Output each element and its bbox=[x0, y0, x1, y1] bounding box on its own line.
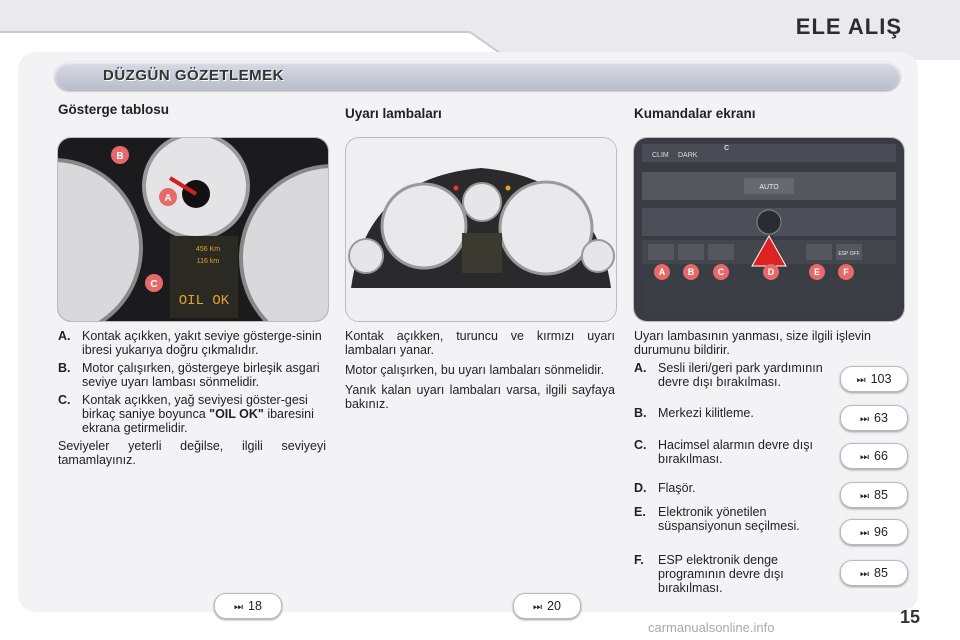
section-title-bar bbox=[55, 62, 900, 90]
photo-badge-e: E bbox=[813, 267, 821, 277]
col3-item-b: B. Merkezi kilitleme. bbox=[634, 406, 754, 420]
photo-badge-f: F bbox=[843, 267, 849, 277]
col1-footer: Seviyeler yeterli değilse, ilgili seviyeyi tamamlayınız. bbox=[58, 439, 326, 467]
photo-label-km1: 456 Km bbox=[195, 246, 221, 253]
page-ref-103[interactable]: ⏭ 103 bbox=[840, 366, 908, 392]
photo-label-auto: AUTO bbox=[759, 184, 779, 191]
col2-paragraph-2: Motor çalışırken, bu uyarı lambaları sönmelidir. bbox=[345, 363, 605, 377]
instrument-panel-photo bbox=[57, 137, 329, 322]
fast-forward-icon: ⏭ bbox=[533, 602, 543, 613]
photo-label-esp: ESP OFF bbox=[838, 251, 860, 257]
col2-paragraph-1: Kontak açıkken, turuncu ve kırmızı uyarı lambaları yanar. bbox=[345, 329, 615, 357]
fast-forward-icon: ⏭ bbox=[856, 375, 866, 386]
photo-badge-c: C bbox=[717, 267, 725, 277]
warning-lights-photo bbox=[345, 137, 617, 322]
photo-label-c-top: C bbox=[724, 145, 730, 152]
photo-badge-b: B bbox=[687, 267, 695, 277]
col3-item-a: A. Sesli ileri/geri park yardımının devre dışı bırakılması. bbox=[634, 361, 823, 389]
col1-item-c: C. Kontak açıkken, yağ seviyesi göster-gesi birkaç saniye boyunca "OIL OK" ibaresini ekrana getirmelidir. bbox=[58, 393, 314, 435]
fast-forward-icon: ⏭ bbox=[860, 569, 870, 580]
fast-forward-icon: ⏭ bbox=[860, 452, 870, 463]
fast-forward-icon: ⏭ bbox=[860, 528, 870, 539]
col3-item-d: D. Flaşör. bbox=[634, 481, 696, 495]
col1-item-b: B. Motor çalışırken, göstergeye birleşik asgari seviye uyarı lambası sönmelidir. bbox=[58, 361, 320, 389]
page-ref-85-a[interactable]: ⏭ 85 bbox=[840, 482, 908, 508]
photo-label-oil: OIL OK bbox=[178, 293, 230, 309]
col1-item-a: A. Kontak açıkken, yakıt seviye gösterge-sinin ibresi yukarıya doğru çıkmalıdır. bbox=[58, 329, 322, 357]
controls-display-photo bbox=[633, 137, 905, 322]
page-ref-96[interactable]: ⏭ 96 bbox=[840, 519, 908, 545]
col3-item-e: E. Elektronik yönetilen süspansiyonun seçilmesi. bbox=[634, 505, 800, 533]
col3-intro: Uyarı lambasının yanması, size ilgili işlevin durumunu bildirir. bbox=[634, 329, 871, 357]
fast-forward-icon: ⏭ bbox=[234, 602, 244, 613]
photo-badge-c: C bbox=[150, 279, 158, 290]
fast-forward-icon: ⏭ bbox=[860, 491, 870, 502]
photo-label-clim: CLIM bbox=[652, 152, 669, 159]
section-title: DÜZGÜN GÖZETLEMEK bbox=[103, 67, 284, 84]
col3-item-f: F. ESP elektronik denge programının devre dışı bırakılması. bbox=[634, 553, 784, 595]
col1-title: Gösterge tablosu bbox=[58, 102, 170, 117]
photo-badge-b: B bbox=[116, 151, 124, 162]
photo-badge-a: A bbox=[164, 193, 172, 204]
photo-badge-d: D bbox=[767, 267, 775, 277]
watermark: carmanualsonline.info bbox=[648, 620, 775, 635]
page-number: 15 bbox=[899, 607, 920, 627]
page-ref-85-b[interactable]: ⏭ 85 bbox=[840, 560, 908, 586]
page-ref-66[interactable]: ⏭ 66 bbox=[840, 443, 908, 469]
col3-title: Kumandalar ekranı bbox=[634, 106, 756, 121]
col3-item-c: C. Hacimsel alarmın devre dışı bırakılması. bbox=[634, 438, 813, 466]
photo-label-dark: DARK bbox=[678, 152, 698, 159]
col2-paragraph-3: Yanık kalan uyarı lambaları varsa, ilgili sayfaya bakınız. bbox=[345, 383, 615, 411]
col2-title: Uyarı lambaları bbox=[345, 106, 442, 121]
page-ref-63[interactable]: ⏭ 63 bbox=[840, 405, 908, 431]
photo-label-km2: 116 km bbox=[196, 258, 220, 265]
page-ref-18[interactable]: ⏭ 18 bbox=[214, 593, 282, 619]
page-ref-20[interactable]: ⏭ 20 bbox=[513, 593, 581, 619]
col1-text bbox=[58, 329, 326, 473]
photo-badge-a: A bbox=[658, 267, 666, 277]
chapter-title: ELE ALIŞ bbox=[795, 14, 902, 39]
col2-text bbox=[345, 329, 615, 417]
fast-forward-icon: ⏭ bbox=[860, 414, 870, 425]
